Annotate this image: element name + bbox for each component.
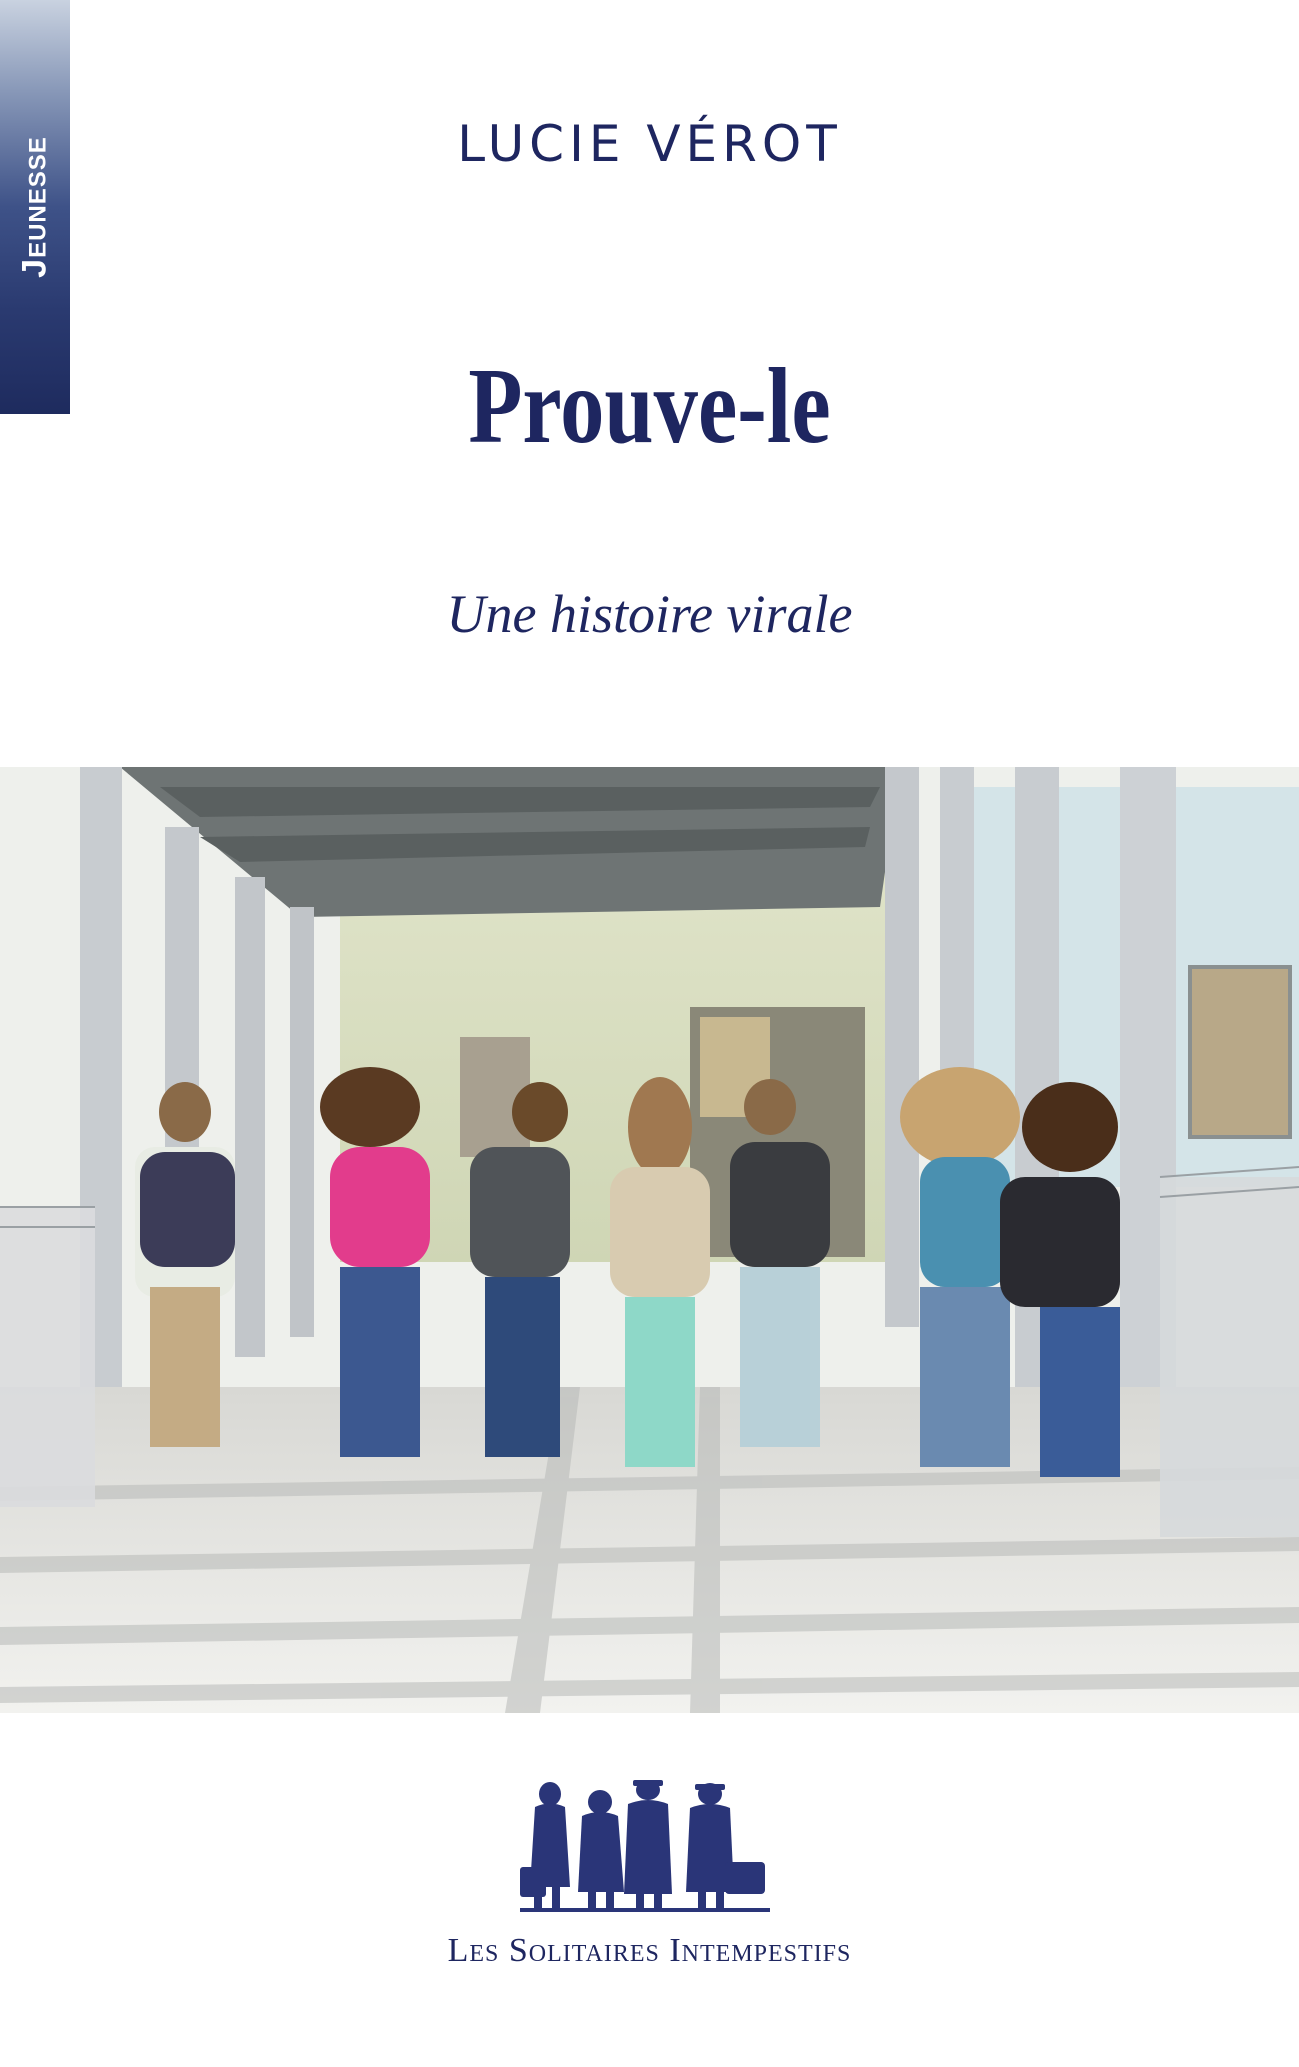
cover-photo bbox=[0, 767, 1299, 1713]
author-name: LUCIE VÉROT bbox=[457, 115, 842, 173]
publisher-name: Les Solitaires Intempestifs bbox=[447, 1932, 852, 1969]
book-title: Prouve-le bbox=[468, 347, 831, 466]
series-band bbox=[0, 0, 70, 414]
travellers-silhouette-logo bbox=[520, 1772, 780, 1922]
book-subtitle: Une histoire virale bbox=[446, 584, 853, 644]
series-label: Jeunesse bbox=[15, 136, 54, 278]
